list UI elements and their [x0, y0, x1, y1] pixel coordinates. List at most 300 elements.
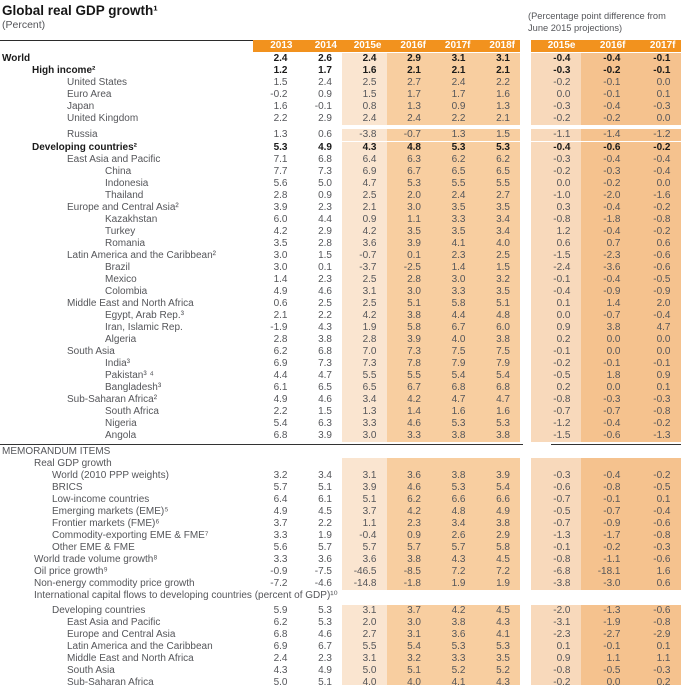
diff-cell: -0.4	[531, 142, 581, 154]
value-cell: 6.7	[387, 382, 432, 394]
value-cell: 7.3	[387, 346, 432, 358]
value-cell: 5.1	[476, 298, 521, 310]
column-gap	[520, 653, 531, 665]
row-label: Russia	[67, 129, 98, 140]
value-cell: 6.2	[273, 346, 288, 357]
value-cell: 1.9	[342, 322, 387, 334]
diff-cell: -0.2	[631, 202, 681, 214]
value-cell	[476, 458, 521, 470]
row-label: Low-income countries	[52, 494, 150, 505]
column-gap	[520, 494, 531, 506]
diff-cell: -0.4	[631, 166, 681, 178]
value-cell: 0.1	[387, 250, 432, 262]
diff-cell: -3.8	[531, 578, 581, 590]
value-cell: 3.5	[476, 202, 521, 214]
value-cell: 6.0	[476, 322, 521, 334]
diff-cell: -1.1	[581, 554, 631, 566]
value-cell: 5.3	[476, 418, 521, 430]
value-cell: 2.3	[431, 250, 476, 262]
diff-cell: -0.4	[581, 53, 631, 65]
value-cell: 5.5	[431, 178, 476, 190]
table-row	[0, 418, 681, 430]
value-cell: 5.0	[342, 665, 387, 677]
value-cell: 4.2	[387, 506, 432, 518]
value-cell: 1.3	[273, 129, 288, 140]
value-cell: 3.8	[318, 334, 332, 345]
column-gap	[520, 178, 531, 190]
value-cell: 3.4	[318, 470, 332, 481]
diff-cell: 0.1	[531, 641, 581, 653]
value-cell: 4.0	[387, 677, 432, 685]
value-cell: 4.8	[476, 310, 521, 322]
value-cell: 6.4	[273, 494, 288, 505]
year-header: 2015e	[342, 40, 387, 52]
diff-cell: 0.0	[531, 89, 581, 101]
table-row	[0, 382, 681, 394]
diff-cell: -2.3	[531, 629, 581, 641]
table-row	[0, 677, 681, 685]
value-cell: 5.2	[476, 665, 521, 677]
diff-cell: -2.3	[581, 250, 631, 262]
column-gap	[520, 322, 531, 334]
value-cell: 1.4	[273, 274, 288, 285]
value-cell: 3.6	[318, 554, 332, 565]
value-cell: 1.7	[387, 89, 432, 101]
value-cell: 4.5	[318, 506, 332, 517]
diff-cell: -0.5	[631, 482, 681, 494]
table-row	[0, 214, 681, 226]
column-gap	[520, 53, 531, 65]
value-cell: 0.6	[273, 298, 288, 309]
diff-cell: -2.7	[581, 629, 631, 641]
value-cell: 6.9	[342, 166, 387, 178]
diff-cell: 0.0	[531, 310, 581, 322]
table-row	[0, 518, 681, 530]
value-cell: 2.0	[387, 190, 432, 202]
row-label: Angola	[105, 430, 137, 441]
table-row	[0, 542, 681, 554]
diff-cell: -0.3	[581, 394, 631, 406]
value-cell: -46.5	[342, 566, 387, 578]
row-label: BRICS	[52, 482, 83, 493]
value-cell: 3.8	[387, 310, 432, 322]
value-cell: 6.2	[273, 617, 288, 628]
value-cell: 4.0	[476, 238, 521, 250]
diff-cell	[581, 590, 631, 602]
column-gap	[520, 262, 531, 274]
year-header: 2018f	[476, 40, 521, 52]
value-cell: 2.9	[318, 113, 332, 124]
value-cell: 5.8	[476, 542, 521, 554]
diff-cell: -1.6	[631, 190, 681, 202]
value-cell: 3.9	[476, 470, 521, 482]
row-label: Europe and Central Asia	[67, 629, 176, 640]
diff-cell: -0.1	[581, 494, 631, 506]
table-row	[0, 605, 681, 617]
diff-cell: -0.2	[631, 142, 681, 154]
value-cell: 2.4	[431, 77, 476, 89]
value-cell: 4.9	[273, 286, 288, 297]
header-label-spacer	[0, 40, 253, 52]
diff-cell	[581, 446, 631, 458]
value-cell: 1.6	[342, 65, 387, 77]
value-cell: 3.7	[387, 605, 432, 617]
value-cell: 1.7	[431, 89, 476, 101]
table-row	[0, 578, 681, 590]
column-gap	[520, 202, 531, 214]
value-cell: 4.3	[342, 142, 387, 154]
section-header-row	[0, 446, 681, 458]
row-label: East Asia and Pacific	[67, 154, 161, 165]
column-gap	[520, 482, 531, 494]
diff-cell	[631, 446, 681, 458]
year-header: 2014	[298, 40, 343, 52]
row-label: Commodity-exporting EME & FME⁷	[52, 530, 209, 541]
diff-cell: -2.4	[531, 262, 581, 274]
value-cell: 0.9	[342, 214, 387, 226]
diff-cell: -0.8	[581, 482, 631, 494]
table-row	[0, 370, 681, 382]
table-row	[0, 394, 681, 406]
value-cell: -7.2	[270, 578, 288, 589]
row-label: Latin America and the Caribbean²	[67, 250, 216, 261]
value-cell: 1.1	[342, 518, 387, 530]
value-cell: 7.3	[342, 358, 387, 370]
diff-cell: 0.0	[581, 382, 631, 394]
value-cell: 2.4	[318, 77, 332, 88]
column-gap	[520, 77, 531, 89]
value-cell: 1.7	[318, 65, 332, 76]
row-label: South Asia	[67, 346, 115, 357]
table-row	[0, 178, 681, 190]
diff-cell: -0.4	[581, 202, 631, 214]
value-cell: 6.6	[476, 494, 521, 506]
value-cell: -0.2	[270, 89, 288, 100]
value-cell: 1.9	[476, 578, 521, 590]
value-cell: 1.5	[342, 89, 387, 101]
value-cell: 3.1	[342, 286, 387, 298]
column-gap	[520, 641, 531, 653]
column-gap	[520, 542, 531, 554]
column-gap	[520, 406, 531, 418]
value-cell: -3.7	[342, 262, 387, 274]
diff-cell: -0.7	[581, 406, 631, 418]
diff-cell	[531, 446, 581, 458]
value-cell: 4.2	[431, 605, 476, 617]
value-cell: 0.9	[431, 101, 476, 113]
column-gap	[520, 554, 531, 566]
value-cell: 4.5	[476, 554, 521, 566]
diff-cell: -2.0	[581, 190, 631, 202]
column-gap	[520, 506, 531, 518]
value-cell: 5.3	[431, 418, 476, 430]
row-label: Bangladesh³	[105, 382, 162, 393]
diff-cell: -0.4	[581, 101, 631, 113]
value-cell: -0.7	[342, 250, 387, 262]
column-gap	[520, 677, 531, 685]
diff-cell: 0.0	[631, 113, 681, 125]
table-row	[0, 166, 681, 178]
value-cell: 6.7	[431, 322, 476, 334]
value-cell: 1.4	[431, 262, 476, 274]
value-cell	[387, 590, 432, 602]
value-cell: 5.3	[476, 641, 521, 653]
value-cell: 3.9	[318, 430, 332, 441]
diff-cell: -0.8	[631, 214, 681, 226]
value-cell: 3.5	[476, 286, 521, 298]
value-cell: 3.5	[273, 238, 288, 249]
diff-cell: -0.2	[631, 418, 681, 430]
table-row	[0, 298, 681, 310]
value-cell: 4.8	[387, 142, 432, 154]
value-cell: 2.5	[342, 77, 387, 89]
row-label: United Kingdom	[67, 113, 139, 124]
value-cell: 2.4	[342, 53, 387, 65]
diff-cell: -0.5	[631, 274, 681, 286]
value-cell: 5.8	[387, 322, 432, 334]
value-cell: 0.9	[318, 190, 332, 201]
value-cell: 2.5	[342, 298, 387, 310]
value-cell: 4.7	[318, 370, 332, 381]
diff-cell: -2.9	[631, 629, 681, 641]
value-cell	[342, 590, 387, 602]
diff-cell: 2.0	[631, 298, 681, 310]
value-cell: 6.5	[431, 166, 476, 178]
diff-cell: -0.7	[581, 506, 631, 518]
diff-cell: -0.2	[581, 178, 631, 190]
value-cell: 4.2	[273, 226, 288, 237]
value-cell: 3.8	[476, 430, 521, 442]
diff-cell: -1.5	[531, 250, 581, 262]
value-cell: 2.6	[318, 53, 332, 64]
diff-cell: -0.4	[581, 470, 631, 482]
value-cell: 5.7	[273, 482, 288, 493]
table-row	[0, 77, 681, 89]
value-cell: 2.2	[273, 113, 288, 124]
value-cell: 4.3	[476, 617, 521, 629]
value-cell: 6.7	[387, 166, 432, 178]
diff-cell: -0.1	[631, 358, 681, 370]
table-row	[0, 101, 681, 113]
diff-cell: -0.6	[631, 554, 681, 566]
diff-cell: 1.1	[631, 653, 681, 665]
column-gap	[520, 154, 531, 166]
value-cell: 5.4	[476, 482, 521, 494]
diff-cell: 0.1	[531, 298, 581, 310]
value-cell: 5.5	[342, 641, 387, 653]
table-row	[0, 190, 681, 202]
value-cell: 5.1	[387, 665, 432, 677]
table-row	[0, 665, 681, 677]
diff-cell: -0.4	[631, 310, 681, 322]
diff-cell: -0.8	[531, 665, 581, 677]
value-cell: 1.3	[431, 129, 476, 141]
value-cell: 2.1	[273, 310, 288, 321]
diff-cell: -0.4	[631, 506, 681, 518]
column-gap	[520, 665, 531, 677]
row-label: Algeria	[105, 334, 137, 345]
diff-cell: -3.6	[581, 262, 631, 274]
diff-cell: -0.8	[531, 554, 581, 566]
value-cell: 6.8	[318, 154, 332, 165]
value-cell: 3.0	[387, 286, 432, 298]
row-label: Thailand	[105, 190, 144, 201]
value-cell: 6.2	[431, 154, 476, 166]
diff-cell: -0.3	[531, 65, 581, 77]
value-cell: 1.5	[476, 262, 521, 274]
diff-cell: -0.3	[631, 394, 681, 406]
table-row	[0, 506, 681, 518]
value-cell: 1.9	[318, 530, 332, 541]
value-cell: 3.9	[387, 334, 432, 346]
year-header: 2016f	[581, 40, 631, 52]
year-header: 2016f	[387, 40, 432, 52]
table-row	[0, 202, 681, 214]
value-cell: 6.1	[318, 494, 332, 505]
column-gap	[520, 334, 531, 346]
value-cell: 4.5	[476, 605, 521, 617]
diff-cell	[631, 458, 681, 470]
value-cell: 2.1	[431, 65, 476, 77]
value-cell: 5.6	[273, 178, 288, 189]
value-cell: 4.1	[431, 238, 476, 250]
row-label: China	[105, 166, 132, 177]
value-cell: 6.5	[476, 166, 521, 178]
diff-cell: 0.6	[631, 578, 681, 590]
diff-cell: -1.8	[581, 214, 631, 226]
value-cell: 1.5	[273, 77, 288, 88]
table-header-row	[0, 40, 681, 53]
value-cell: -1.9	[270, 322, 288, 333]
value-cell: 2.1	[476, 65, 521, 77]
value-cell	[342, 446, 387, 458]
value-cell: 7.3	[318, 358, 332, 369]
value-cell: 4.9	[318, 142, 332, 153]
diff-cell: -0.3	[631, 101, 681, 113]
diff-cell: -0.4	[531, 53, 581, 65]
value-cell: 5.7	[318, 542, 332, 553]
row-label: MEMORANDUM ITEMS	[2, 446, 111, 457]
diff-cell: 0.2	[531, 334, 581, 346]
column-gap	[520, 629, 531, 641]
value-cell: -0.9	[270, 566, 288, 577]
diff-cell: -0.8	[631, 530, 681, 542]
value-cell: 4.3	[273, 665, 288, 676]
row-label: Non-energy commodity price growth	[34, 578, 195, 589]
diff-cell: -1.5	[531, 430, 581, 442]
diff-cell: 0.7	[581, 238, 631, 250]
value-cell: 1.6	[476, 406, 521, 418]
value-cell: 3.3	[273, 530, 288, 541]
value-cell: 2.3	[318, 653, 332, 664]
value-cell: 3.2	[273, 470, 288, 481]
value-cell: 2.7	[342, 629, 387, 641]
column-gap	[520, 430, 531, 442]
value-cell: 2.7	[387, 77, 432, 89]
diff-cell: -0.8	[631, 406, 681, 418]
row-label: Pakistan³ ⁴	[105, 370, 154, 381]
diff-cell: 4.7	[631, 322, 681, 334]
diff-cell: -0.8	[531, 394, 581, 406]
value-cell: 2.8	[273, 334, 288, 345]
diff-cell: -1.9	[581, 617, 631, 629]
diff-cell: -0.2	[531, 166, 581, 178]
value-cell: 3.2	[476, 274, 521, 286]
row-label: Iran, Islamic Rep.	[105, 322, 183, 333]
row-label: Sub-Saharan Africa	[67, 677, 154, 685]
diff-cell: -0.1	[631, 65, 681, 77]
value-cell: 1.3	[387, 101, 432, 113]
diff-cell: 1.1	[581, 653, 631, 665]
value-cell: 6.8	[318, 346, 332, 357]
value-cell: 4.3	[318, 322, 332, 333]
row-label: Romania	[105, 238, 146, 249]
table-row	[0, 470, 681, 482]
value-cell	[342, 458, 387, 470]
value-cell: 3.0	[387, 202, 432, 214]
column-gap	[520, 382, 531, 394]
value-cell: 4.8	[431, 506, 476, 518]
diff-cell: -0.2	[631, 470, 681, 482]
value-cell: 4.2	[342, 226, 387, 238]
value-cell: 2.9	[318, 226, 332, 237]
column-gap	[520, 418, 531, 430]
value-cell: 1.6	[431, 406, 476, 418]
diff-cell: -0.1	[631, 53, 681, 65]
value-cell: 7.1	[273, 154, 288, 165]
value-cell: 3.8	[387, 554, 432, 566]
value-cell: 4.7	[342, 178, 387, 190]
value-cell: 5.1	[387, 298, 432, 310]
value-cell: 2.2	[273, 406, 288, 417]
table-row	[0, 494, 681, 506]
value-cell: 3.1	[342, 470, 387, 482]
table-row	[0, 53, 681, 65]
value-cell: 2.5	[476, 250, 521, 262]
diff-cell	[581, 458, 631, 470]
value-cell: 6.8	[431, 382, 476, 394]
value-cell: 6.3	[318, 418, 332, 429]
value-cell: 3.4	[476, 226, 521, 238]
diff-cell: 0.9	[531, 653, 581, 665]
value-cell: 3.3	[342, 418, 387, 430]
value-cell: 5.6	[273, 542, 288, 553]
value-cell: 5.7	[431, 542, 476, 554]
row-label: South Africa	[105, 406, 159, 417]
value-cell: 2.0	[342, 617, 387, 629]
column-gap	[520, 250, 531, 262]
diff-cell: -0.6	[531, 482, 581, 494]
column-gap	[520, 370, 531, 382]
diff-cell: -0.9	[581, 286, 631, 298]
value-cell: 4.4	[431, 310, 476, 322]
value-cell: 1.2	[273, 65, 288, 76]
value-cell: -0.1	[314, 101, 332, 112]
row-label: Developing countries²	[32, 142, 138, 153]
diff-cell: -0.8	[531, 214, 581, 226]
table-row	[0, 530, 681, 542]
value-cell: 2.5	[318, 298, 332, 309]
value-cell: 3.1	[431, 53, 476, 65]
diff-cell: -1.3	[581, 605, 631, 617]
diff-cell: -0.2	[531, 113, 581, 125]
diff-cell: -0.7	[531, 406, 581, 418]
value-cell: 2.3	[387, 518, 432, 530]
diff-cell: 3.8	[581, 322, 631, 334]
year-header: 2017f	[631, 40, 681, 52]
value-cell: 7.9	[476, 358, 521, 370]
value-cell: -0.4	[342, 530, 387, 542]
